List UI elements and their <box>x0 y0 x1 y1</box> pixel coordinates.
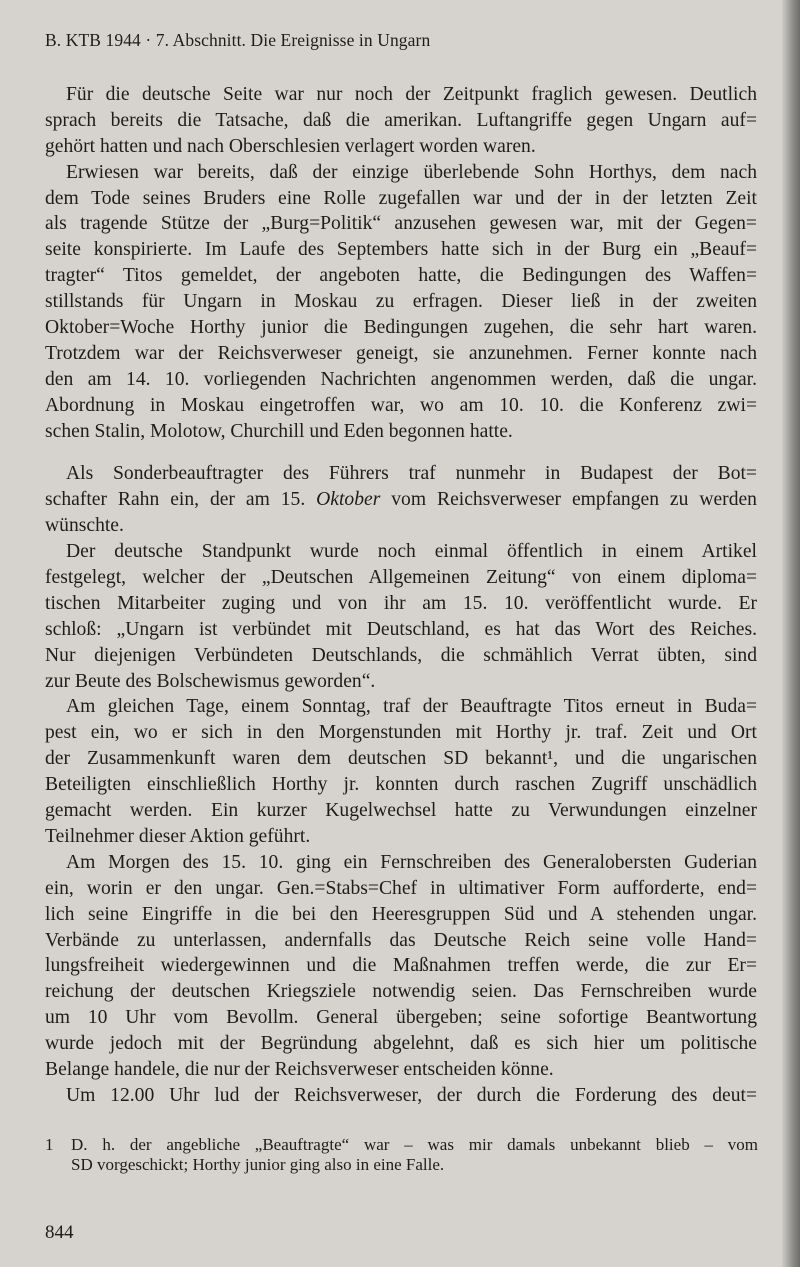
text-line: lich seine Eingriffe in die bei den Heeresgruppen Süd und A stehenden ungar. <box>45 903 757 925</box>
text-line: wünschte. <box>45 515 124 537</box>
text-line: reichung der deutschen Kriegsziele notwendig seien. Das Fernschreiben wurde <box>45 981 757 1003</box>
paragraph <box>45 461 757 539</box>
text-line: schen Stalin, Molotow, Churchill und Eden begonnen hatte. <box>45 420 513 442</box>
text-line: Beteiligten einschließlich Horthy jr. konnten durch raschen Zugriff unschädlich <box>45 774 757 796</box>
text-line: schloß: „Ungarn ist verbündet mit Deutschland, es hat das Wort des Reiches. <box>45 618 757 640</box>
text-line: Trotzdem war der Reichsverweser geneigt, sie anzunehmen. Ferner konnte nach <box>45 342 757 364</box>
text-line: wurde jedoch mit der Begründung abgelehnt, daß es sich hier um politische <box>45 1033 757 1055</box>
running-header: B. KTB 1944 · 7. Abschnitt. Die Ereignisse in Ungarn <box>45 30 431 50</box>
footnote-line: SD vorgeschickt; Horthy junior ging also in eine Falle. <box>71 1155 445 1174</box>
text-line: pest ein, wo er sich in den Morgenstunden mit Horthy jr. traf. Zeit und Ort <box>45 722 757 744</box>
paragraph <box>45 539 757 694</box>
text-line: der Zusammenkunft waren dem deutschen SD bekannt¹, und die ungarischen <box>45 748 757 770</box>
text-line: Verbände zu unterlassen, andernfalls das Deutsche Reich seine volle Hand= <box>45 929 757 951</box>
paragraph <box>45 160 757 445</box>
text-line: seite konspirierte. Im Laufe des Septembers hatte sich in der Burg ein „Beauf= <box>45 239 757 261</box>
text-line: um 10 Uhr vom Bevollm. General übergeben; seine sofortige Beantwortung <box>45 1007 757 1029</box>
footnote-line: D. h. der angebliche „Beauftragte“ war – was mir damals unbekannt blieb – vom <box>71 1135 758 1154</box>
text-line: tragter“ Titos gemeldet, der angeboten hatte, die Bedingungen des Waffen= <box>45 265 757 287</box>
text-line: Teilnehmer dieser Aktion geführt. <box>45 825 311 847</box>
text-line: festgelegt, welcher der „Deutschen Allgemeinen Zeitung“ von einem diploma= <box>45 567 757 589</box>
text-line: Nur diejenigen Verbündeten Deutschlands, die schmählich Verrat übten, sind <box>45 644 757 666</box>
text-line: Am Morgen des 15. 10. ging ein Fernschreiben des Generalobersten Guderian <box>66 851 757 873</box>
text-line: Abordnung in Moskau eingetroffen war, wo am 10. 10. die Konferenz zwi= <box>45 394 757 416</box>
text-line: zur Beute des Bolschewismus geworden“. <box>45 670 376 692</box>
text-line: Als Sonderbeauftragter des Führers traf nunmehr in Budapest der Bot= <box>66 463 757 485</box>
text-line: Belange handele, die nur der Reichsverweser entscheiden könne. <box>45 1058 554 1080</box>
text-line: sprach bereits die Tatsache, daß die amerikan. Luftangriffe gegen Ungarn auf= <box>45 109 757 131</box>
text-line: tischen Mitarbeiter zuging und von ihr am 15. 10. veröffentlicht wurde. Er <box>45 592 757 614</box>
text-line: den am 14. 10. vorliegenden Nachrichten angenommen werden, daß die ungar. <box>45 368 757 390</box>
page-edge-shadow <box>782 0 800 1267</box>
text-line: schafter Rahn ein, der am 15. Oktober vom Reichsverweser empfangen zu werden <box>45 489 757 511</box>
page-number: 844 <box>45 1222 74 1243</box>
footnote <box>45 1135 758 1175</box>
body-text <box>45 82 757 1109</box>
paragraph <box>45 82 757 160</box>
text-line: gehört hatten und nach Oberschlesien verlagert worden waren. <box>45 135 536 157</box>
paragraph <box>45 1083 757 1109</box>
paragraph <box>45 694 757 849</box>
footnote-number: 1 <box>45 1135 54 1154</box>
text-line: gemacht werden. Ein kurzer Kugelwechsel hatte zu Verwundungen einzelner <box>45 800 757 822</box>
text-line: Der deutsche Standpunkt wurde noch einmal öffentlich in einem Artikel <box>66 541 757 563</box>
text-line: Für die deutsche Seite war nur noch der Zeitpunkt fraglich gewesen. Deutlich <box>66 84 757 105</box>
paragraph <box>45 850 757 1083</box>
text-line: dem Tode seines Bruders eine Rolle zugefallen war und der in der letzten Zeit <box>45 187 757 209</box>
text-line: Um 12.00 Uhr lud der Reichsverweser, der durch die Forderung des deut= <box>66 1084 757 1106</box>
emphasis: Oktober <box>316 489 381 511</box>
text-line: ein, worin er den ungar. Gen.=Stabs=Chef in ultimativer Form aufforderte, end= <box>45 877 757 899</box>
text-line: als tragende Stütze der „Burg=Politik“ anzusehen gewesen war, mit der Gegen= <box>45 213 757 235</box>
text-line: Oktober=Woche Horthy junior die Bedingungen zugehen, die sehr hart waren. <box>45 317 757 339</box>
text-line: Erwiesen war bereits, daß der einzige überlebende Sohn Horthys, dem nach <box>66 161 757 183</box>
text-line: Am gleichen Tage, einem Sonntag, traf der Beauftragte Titos erneut in Buda= <box>66 696 757 718</box>
text-line: lungsfreiheit wiedergewinnen und die Maßnahmen treffen werde, die zur Er= <box>45 955 757 977</box>
text-line: stillstands für Ungarn in Moskau zu erfragen. Dieser ließ in der zweiten <box>45 291 757 313</box>
